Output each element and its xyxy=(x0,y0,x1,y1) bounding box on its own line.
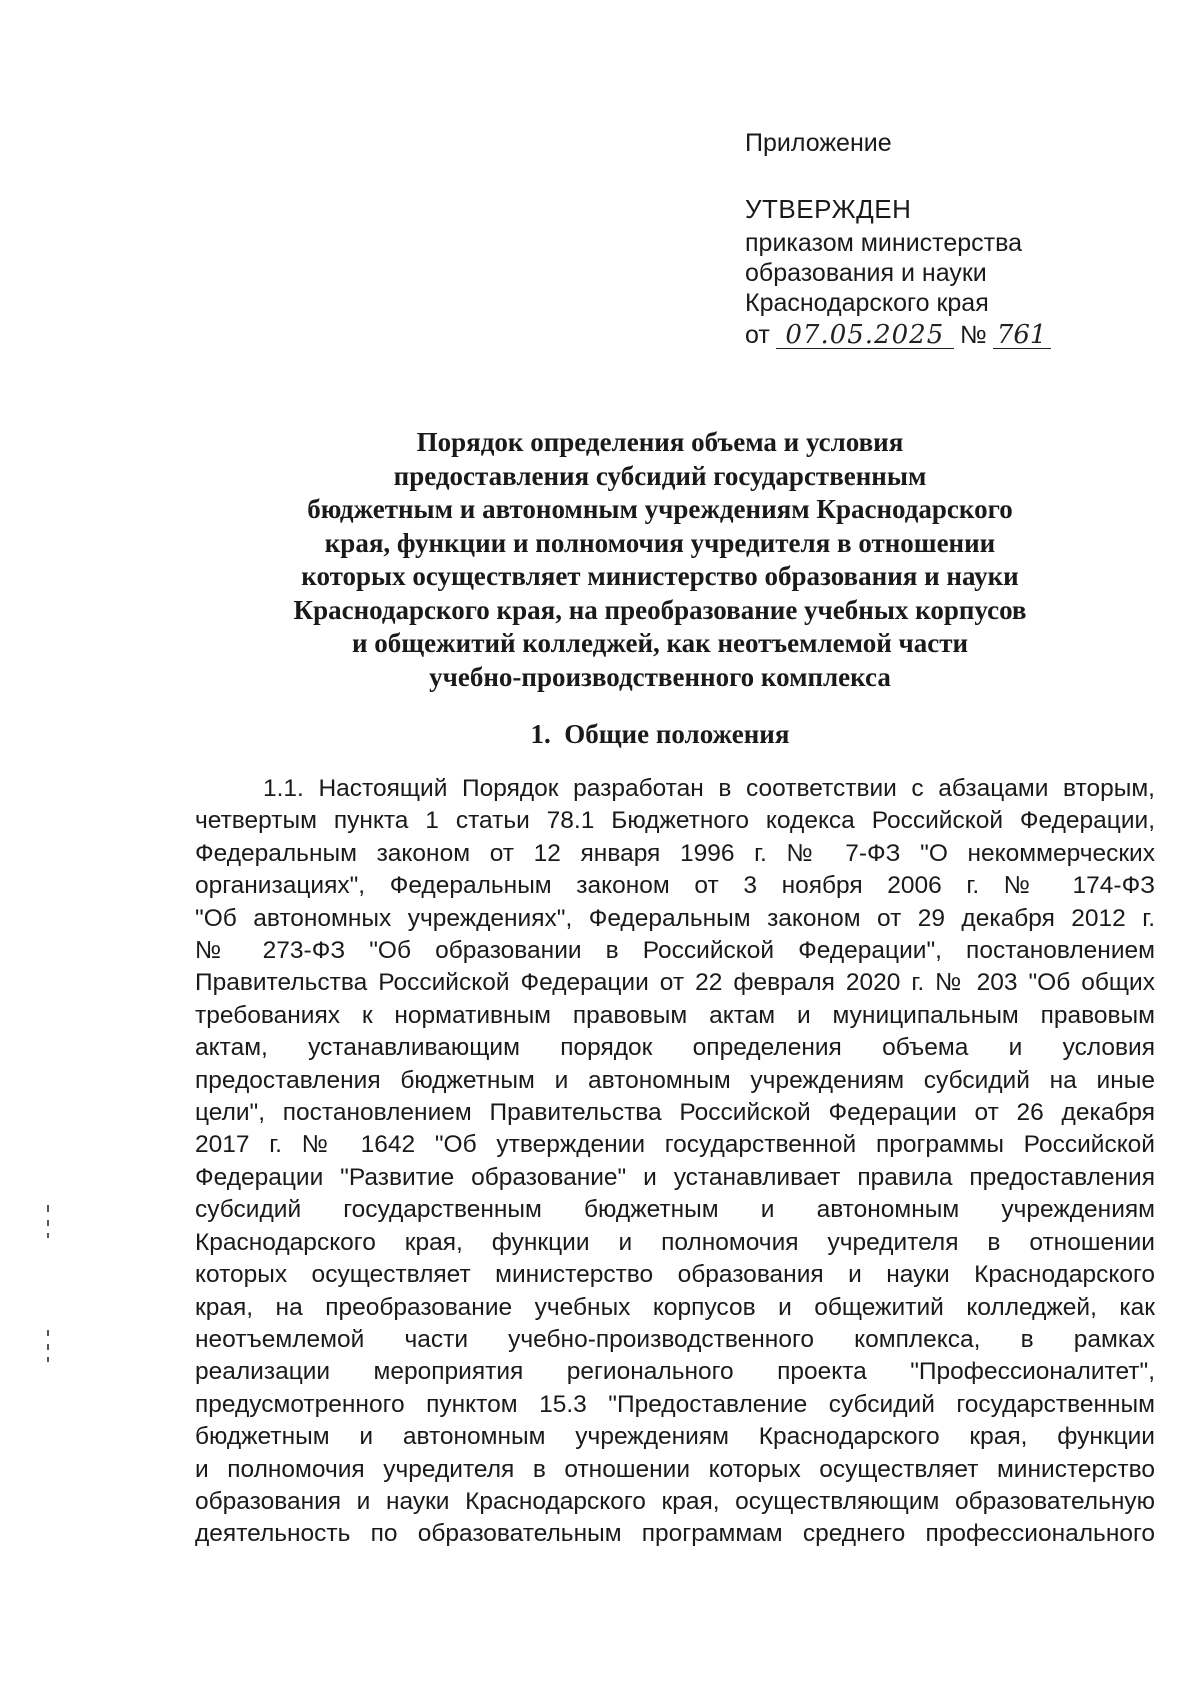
paragraph-line: Федерации "Развитие образование" и устанавливает правила предоставления xyxy=(195,1163,1155,1191)
paragraph-line: предоставления бюджетным и автономным учреждениям субсидий на иные xyxy=(195,1066,1155,1094)
paragraph-line: образования и науки Краснодарского края, осуществляющим образовательную xyxy=(195,1487,1155,1515)
approval-line-2: образования и науки xyxy=(745,259,987,287)
scan-artifact-mark xyxy=(47,1233,49,1238)
approved-heading: УТВЕРЖДЕН xyxy=(745,194,912,224)
scan-artifact-mark xyxy=(47,1344,49,1350)
number-sign: № xyxy=(959,321,987,349)
appendix-label: Приложение xyxy=(745,129,892,157)
order-line xyxy=(745,320,1145,350)
title-line: которых осуществляет министерство образования и науки xyxy=(301,561,1019,591)
scan-artifact-mark xyxy=(47,1205,49,1212)
title-line: и общежитий колледжей, как неотъемлемой части xyxy=(351,628,969,658)
paragraph-line: "Об автономных учреждениях", Федеральным законом от 29 декабря 2012 г. xyxy=(195,904,1155,932)
scan-artifact-mark xyxy=(47,1330,49,1336)
paragraph-line: 1.1. Настоящий Порядок разработан в соответствии с абзацами вторым, xyxy=(263,775,1155,802)
title-line: края, функции и полномочия учредителя в отношении xyxy=(324,527,996,558)
scan-artifact-mark xyxy=(47,1220,49,1226)
title-line: Порядок определения объема и условия xyxy=(416,427,904,457)
paragraph-line: актам, устанавливающим порядок определения объема и условия xyxy=(195,1034,1155,1062)
paragraph-line: реализации мероприятия регионального проекта "Профессионалитет", xyxy=(195,1358,1155,1386)
paragraph-line: бюджетным и автономным учреждениям Краснодарского края, функции xyxy=(195,1423,1155,1451)
paragraph-line: Федеральным законом от 12 января 1996 г. № 7-ФЗ "О некоммерческих xyxy=(195,839,1155,867)
paragraph-line: четвертым пункта 1 статьи 78.1 Бюджетного кодекса Российской Федерации, xyxy=(195,807,1155,835)
title-line: Краснодарского края, на преобразование учебных корпусов xyxy=(293,594,1027,625)
paragraph-line: цели", постановлением Правительства Российской Федерации от 26 декабря xyxy=(195,1099,1155,1127)
paragraph-line: и полномочия учредителя в отношении которых осуществляет министерство xyxy=(195,1455,1155,1483)
paragraph-line: 2017 г. № 1642 "Об утверждении государственной программы Российской xyxy=(195,1131,1155,1159)
paragraph-line: края, на преобразование учебных корпусов и общежитий колледжей, как xyxy=(195,1293,1155,1321)
approval-line-1: приказом министерства xyxy=(745,229,1022,257)
paragraph-line: которых осуществляет министерство образования и науки Краснодарского xyxy=(195,1261,1155,1289)
title-line: учебно-производственного комплекса xyxy=(429,661,891,692)
paragraph-line: неотъемлемой части учебно-производственного комплекса, в рамках xyxy=(195,1325,1155,1353)
paragraph-line: Краснодарского края, функции и полномочия учредителя в отношении xyxy=(195,1228,1155,1256)
paragraph-line: предусмотренного пунктом 15.3 "Предоставление субсидий государственным xyxy=(195,1390,1155,1418)
title-line: бюджетным и автономным учреждениям Краснодарского xyxy=(307,494,1013,524)
paragraph-line: Правительства Российской Федерации от 22 февраля 2020 г. № 203 "Об общих xyxy=(195,969,1155,997)
section-heading-general-provisions: 1. Общие положения xyxy=(530,719,790,749)
paragraph-1-1 xyxy=(195,773,1155,1551)
paragraph-line: требованиях к нормативным правовым актам и муниципальным правовым xyxy=(195,1001,1155,1029)
title-line: предоставления субсидий государственным xyxy=(393,460,927,491)
paragraph-line: № 273-ФЗ "Об образовании в Российской Федерации", постановлением xyxy=(195,937,1155,965)
scan-artifact-mark xyxy=(47,1357,49,1362)
order-prefix: от xyxy=(745,321,770,349)
order-number-handwritten: 761 xyxy=(993,322,1051,349)
document-title xyxy=(200,426,1120,694)
approval-block xyxy=(745,128,1145,350)
paragraph-line: субсидий государственным бюджетным и автономным учреждениям xyxy=(195,1196,1155,1224)
paragraph-line: организациях", Федеральным законом от 3 ноября 2006 г. № 174-ФЗ xyxy=(195,872,1155,900)
order-date-handwritten: 07.05.2025 xyxy=(776,322,954,349)
approval-line-3: Краснодарского края xyxy=(745,289,989,317)
paragraph-line: деятельность по образовательным программам среднего профессионального xyxy=(195,1520,1155,1548)
